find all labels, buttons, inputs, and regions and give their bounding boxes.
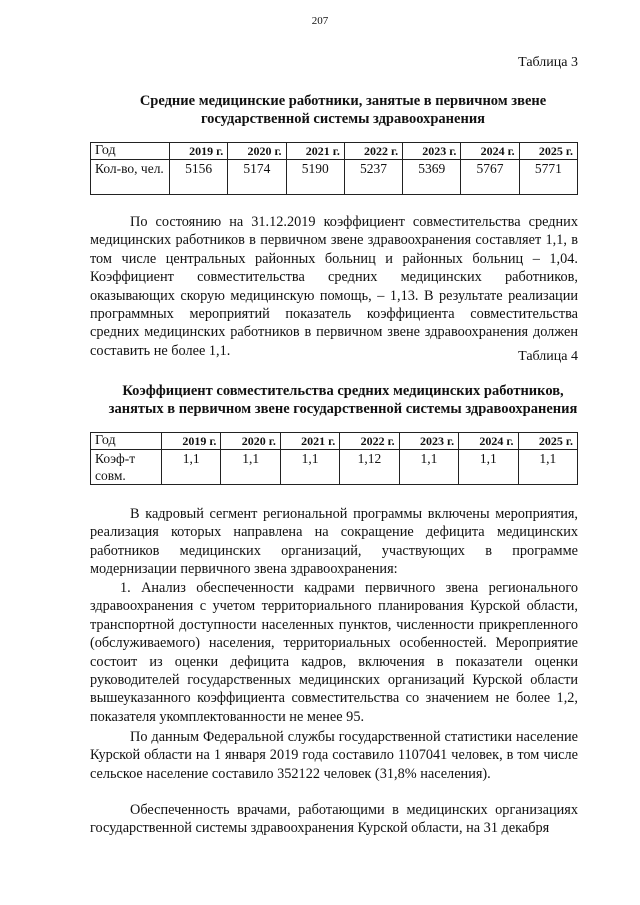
paragraph-coefficient: По состоянию на 31.12.2019 коэффициент совместительства средних медицинских работников в первичном звене здравоохранения составляет 1,1, в том числе центральных районных больниц и районных больниц – 1,04. Коэффициент совместительства средних медицинских работников, оказывающих скорую медицинскую помощь, – 1,13. В результате реализации программных мероприятий показатель коэффициента совместительства средних медицинских работников в первичном звене здравоохранения должен составить не более 1,1. [90, 214, 578, 359]
table4-cell: 1,1 [221, 450, 280, 485]
table3-header-cell: 2021 г. [286, 143, 344, 160]
table4-header-cell: 2024 г. [459, 433, 518, 450]
table3-data-row [91, 160, 578, 195]
table4-row-label: Коэф-т совм. [91, 450, 162, 485]
table4-cell: 1,1 [280, 450, 339, 485]
paragraph-doctor-provision: Обеспеченность врачами, работающими в медицинских организациях государственной системы здравоохранения Курской области, на 31 декабря [90, 802, 578, 837]
table4-title-line: Коэффициент совместительства средних медицинских работников, [122, 383, 564, 399]
table4-data-row [91, 450, 578, 485]
table3-header-cell: 2022 г. [344, 143, 402, 160]
table3-header-row [91, 143, 578, 160]
table3-header-cell: 2020 г. [228, 143, 286, 160]
table4-header-cell: Год [91, 433, 162, 450]
table3-cell: 5767 [461, 160, 519, 195]
table3-cell: 5237 [344, 160, 402, 195]
table4-header-row [91, 433, 578, 450]
table4 [90, 432, 578, 485]
table4-caption: Таблица 4 [518, 349, 578, 364]
table4-header-cell: 2020 г. [221, 433, 280, 450]
table3-cell: 5174 [228, 160, 286, 195]
table4-header-cell: 2023 г. [399, 433, 458, 450]
table4-header-cell: 2021 г. [280, 433, 339, 450]
table3-cell: 5156 [170, 160, 228, 195]
paragraph-personnel-segment: В кадровый сегмент региональной программы включены мероприятия, реализация которых направлена на сокращение дефицита медицинских работников медицинских организаций, участвующих в программе модернизации первичного звена здравоохранения: [90, 506, 578, 578]
paragraph-staffing-analysis: 1. Анализ обеспеченности кадрами первичного звена регионального здравоохранения с учетом территориального планирования Курской области, транспортной доступности населенных пунктов, численности прикрепленного (обслуживаемого) населения, территориальных особенностей. Мероприятие состоит из оценки дефицита кадров, включения в показатели оценки руководителей государственных медицинских организаций Курской области вышеуказанного коэффициента совместительства со значением не более 1,2, показателя укомплектованности не менее 95. [90, 580, 578, 725]
table4-cell: 1,1 [162, 450, 221, 485]
table4-cell: 1,1 [518, 450, 577, 485]
table4-header-cell: 2022 г. [340, 433, 399, 450]
table3-header-cell: 2025 г. [519, 143, 577, 160]
page-number: 207 [311, 15, 329, 27]
table3-title-line: Средние медицинские работники, занятые в первичном звене [139, 93, 547, 109]
table3-header-cell: 2023 г. [403, 143, 461, 160]
table4-title-line: занятых в первичном звене государственной системы здравоохранения [108, 401, 578, 417]
table4-cell: 1,1 [399, 450, 458, 485]
paragraph-population: По данным Федеральной службы государственной статистики население Курской области на 1 января 2019 года составило 1107041 человек, в том числе сельское население составило 352122 человек (31,8% населения). [90, 729, 578, 782]
table3-header-cell: Год [91, 143, 170, 160]
table3-row-label: Кол-во, чел. [91, 160, 170, 195]
table3-title-line: государственной системы здравоохранения [200, 111, 486, 127]
table4-header-cell: 2019 г. [162, 433, 221, 450]
table3-cell: 5369 [403, 160, 461, 195]
table3-title [88, 92, 598, 128]
table3-header-cell: 2024 г. [461, 143, 519, 160]
table3-header-cell: 2019 г. [170, 143, 228, 160]
table4-header-cell: 2025 г. [518, 433, 577, 450]
table4-cell: 1,12 [340, 450, 399, 485]
table4-title [80, 382, 606, 418]
table3-cell: 5190 [286, 160, 344, 195]
table3-caption: Таблица 3 [518, 55, 578, 70]
table3 [90, 142, 578, 195]
table3-cell: 5771 [519, 160, 577, 195]
table4-cell: 1,1 [459, 450, 518, 485]
